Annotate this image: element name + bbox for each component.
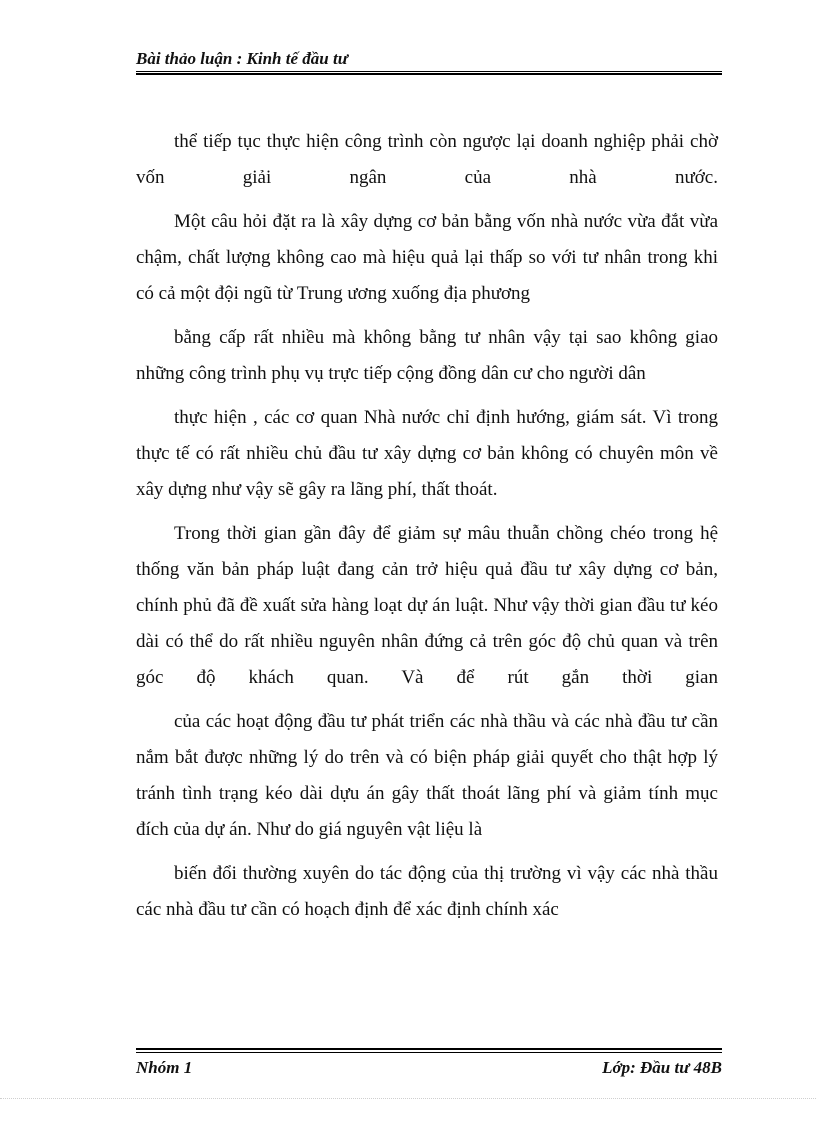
body-text [136, 124, 718, 936]
page-edge-dots [0, 1098, 816, 1099]
header-rule-thin [136, 71, 722, 72]
paragraph-2: Một câu hỏi đặt ra là xây dựng cơ bản bằng vốn nhà nước vừa đắt vừa chậm, chất lượng không cao mà hiệu quả lại thấp so với tư nhân trong khi có cả một đội ngũ từ Trung ương xuống địa phương [136, 211, 718, 304]
paragraph-5: Trong thời gian gần đây để giảm sự mâu thuẫn chồng chéo trong hệ thống văn bản pháp luật đang cản trở hiệu quả đầu tư xây dựng cơ bản, chính phủ đã đề xuất sửa hàng loạt dự án luật. Như vậy thời gian đầu tư kéo dài có thể do rất nhiều nguyên nhân đứng cả trên góc độ chủ quan và trên góc độ khách quan. Và để rút gắn thời gian [136, 523, 718, 688]
header-title: Bài thảo luận : Kinh tế đầu tư [136, 49, 348, 68]
footer-group: Nhóm 1 [136, 1058, 193, 1077]
footer-rule-thin [136, 1052, 722, 1053]
page-footer [136, 1048, 722, 1079]
paragraph-3: bằng cấp rất nhiều mà không bằng tư nhân vậy tại sao không giao những công trình phụ vụ trực tiếp cộng đồng dân cư cho người dân [136, 327, 718, 384]
paragraph-4: thực hiện , các cơ quan Nhà nước chỉ định hướng, giám sát. Vì trong thực tế có rất nhiều chủ đầu tư xây dựng cơ bản không có chuyên môn về xây dựng như vậy sẽ gây ra lãng phí, thất thoát. [136, 407, 718, 500]
page-header [136, 48, 722, 75]
paragraph-6: của các hoạt động đầu tư phát triển các nhà thầu và các nhà đầu tư cần nắm bắt được những lý do trên và có biện pháp giải quyết cho thật hợp lý tránh tình trạng kéo dài dựu án gây thất thoát lãng phí và giảm tính mục đích của dự án. Như do giá nguyên vật liệu là [136, 711, 718, 840]
header-rule-thick [136, 73, 722, 75]
footer-row [136, 1057, 722, 1079]
paragraph-7: biến đổi thường xuyên do tác động của thị trường vì vậy các nhà thầu các nhà đầu tư cần có hoạch định để xác định chính xác [136, 863, 718, 920]
footer-class: Lớp: Đầu tư 48B [602, 1058, 722, 1077]
paragraph-1: thể tiếp tục thực hiện công trình còn ngược lại doanh nghiệp phải chờ vốn giải ngân của nhà nước. [136, 131, 718, 188]
footer-rule-thick [136, 1048, 722, 1050]
